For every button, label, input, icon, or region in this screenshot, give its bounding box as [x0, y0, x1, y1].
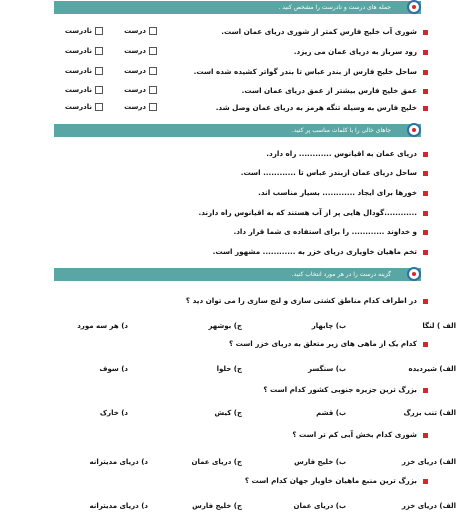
mc-option-a[interactable]: الف) دریای خزر: [401, 458, 456, 466]
checkbox-icon[interactable]: [149, 67, 157, 75]
fill-blank-question: خورها برای ایجاد ............ بسیار مناسب اند.: [258, 188, 428, 197]
mc-option-b[interactable]: ب) دریای عمان: [293, 502, 346, 510]
bullet-icon: [423, 152, 428, 157]
bullet-icon: [423, 211, 428, 216]
section-header-multiple-choice: [54, 268, 421, 281]
tf-question: شوری آب خلیج فارس کمتر از شوری دریای عمان است.: [221, 27, 428, 36]
section-title: جمله های درست و نادرست را مشخص کنید .: [278, 4, 391, 11]
section-header-true-false: [54, 1, 421, 14]
false-option[interactable]: نادرست: [65, 27, 103, 35]
fill-blank-question: و خداوند ............ را برای استفاده ی شما قرار داد.: [234, 227, 428, 236]
bullet-icon: [423, 299, 428, 304]
checkbox-icon[interactable]: [149, 86, 157, 94]
bullet-icon: [423, 230, 428, 235]
bullet-icon: [423, 342, 428, 347]
checkbox-icon[interactable]: [95, 67, 103, 75]
mc-question: بزرگ ترین منبع ماهیان خاویار جهان کدام است ؟: [245, 476, 428, 485]
false-option[interactable]: نادرست: [65, 86, 103, 94]
mc-option-c[interactable]: ج) بوشهر: [208, 322, 242, 330]
false-option[interactable]: نادرست: [65, 67, 103, 75]
fill-blank-question: ............گودال هایی پر از آب هستند که به اقیانوس راه دارند.: [198, 208, 428, 217]
checkbox-icon[interactable]: [95, 103, 103, 111]
false-option[interactable]: نادرست: [65, 47, 103, 55]
mc-option-d[interactable]: د) دریای مدیترانه: [89, 502, 148, 510]
checkbox-icon[interactable]: [95, 47, 103, 55]
mc-question: در اطراف کدام مناطق کشتی سازی و لنج سازی را می توان دید ؟: [186, 296, 428, 305]
true-option[interactable]: درست: [124, 47, 157, 55]
bullet-icon: [423, 479, 428, 484]
tf-question: رود سرباز به دریای عمان می ریزد.: [294, 47, 428, 56]
bullet-icon: [423, 89, 428, 94]
mc-option-d[interactable]: د) خارک: [99, 409, 128, 417]
false-option[interactable]: نادرست: [65, 103, 103, 111]
mc-option-b[interactable]: ب) خلیج فارس: [294, 458, 346, 466]
section-badge-icon: [407, 123, 421, 137]
mc-option-a[interactable]: الف ) لنگا: [422, 322, 456, 330]
mc-question: بزرگ ترین جزیره جنوبی کشور کدام است ؟: [263, 385, 428, 394]
mc-option-b[interactable]: ب) قشم: [316, 409, 346, 417]
fill-blank-question: ساحل دریای عمان ازبندر عباس تا ............ است.: [241, 168, 428, 177]
bullet-icon: [423, 106, 428, 111]
checkbox-icon[interactable]: [95, 27, 103, 35]
true-option[interactable]: درست: [124, 103, 157, 111]
checkbox-icon[interactable]: [149, 103, 157, 111]
mc-option-c[interactable]: ج) کیش: [214, 409, 242, 417]
checkbox-icon[interactable]: [149, 27, 157, 35]
bullet-icon: [423, 191, 428, 196]
true-option[interactable]: درست: [124, 27, 157, 35]
mc-option-d[interactable]: د) دریای مدیترانه: [89, 458, 148, 466]
fill-blank-question: تخم ماهیان خاویاری دریای خزر به ............ مشهور است.: [213, 247, 428, 256]
section-title: جاهای خالی را با کلمات مناسب پر کنید.: [291, 127, 391, 134]
mc-question: شوری کدام بخش آبی کم تر است ؟: [292, 430, 428, 439]
bullet-icon: [423, 50, 428, 55]
mc-option-c[interactable]: ج) خلیج فارس: [192, 502, 242, 510]
true-option[interactable]: درست: [124, 67, 157, 75]
section-title: گزینه درست را در هر مورد انتخاب کنید.: [291, 271, 391, 278]
bullet-icon: [423, 171, 428, 176]
bullet-icon: [423, 30, 428, 35]
mc-option-d[interactable]: د) هر سه مورد: [77, 322, 128, 330]
true-option[interactable]: درست: [124, 86, 157, 94]
tf-question: عمق خلیج فارس بیشتر از عمق دریای عمان است.: [242, 86, 428, 95]
checkbox-icon[interactable]: [149, 47, 157, 55]
mc-option-d[interactable]: د) سوف: [99, 365, 128, 373]
bullet-icon: [423, 433, 428, 438]
section-badge-icon: [407, 0, 421, 14]
mc-option-c[interactable]: ج) حلوا: [216, 365, 242, 373]
mc-option-a[interactable]: الف) شیردیده: [408, 365, 456, 373]
mc-option-a[interactable]: الف) تنب بزرگ: [403, 409, 456, 417]
bullet-icon: [423, 388, 428, 393]
mc-question: کدام یک از ماهی های زیر متعلق به دریای خزر است ؟: [229, 339, 428, 348]
section-badge-icon: [407, 267, 421, 281]
section-header-fill-blanks: [54, 124, 421, 137]
mc-option-b[interactable]: ب) چابهار: [311, 322, 346, 330]
bullet-icon: [423, 70, 428, 75]
fill-blank-question: دریای عمان به اقیانوس ............ راه دارد.: [266, 149, 428, 158]
mc-option-a[interactable]: الف) دریای خزر: [401, 502, 456, 510]
checkbox-icon[interactable]: [95, 86, 103, 94]
tf-question: خلیج فارس به وسیله تنگه هرمز به دریای عمان وصل شد.: [216, 103, 428, 112]
bullet-icon: [423, 250, 428, 255]
mc-option-b[interactable]: ب) سنگسر: [308, 365, 346, 373]
tf-question: ساحل خلیج فارس از بندر عباس تا بندر گواتر کشیده شده است.: [194, 67, 428, 76]
mc-option-c[interactable]: ج) دریای عمان: [191, 458, 242, 466]
